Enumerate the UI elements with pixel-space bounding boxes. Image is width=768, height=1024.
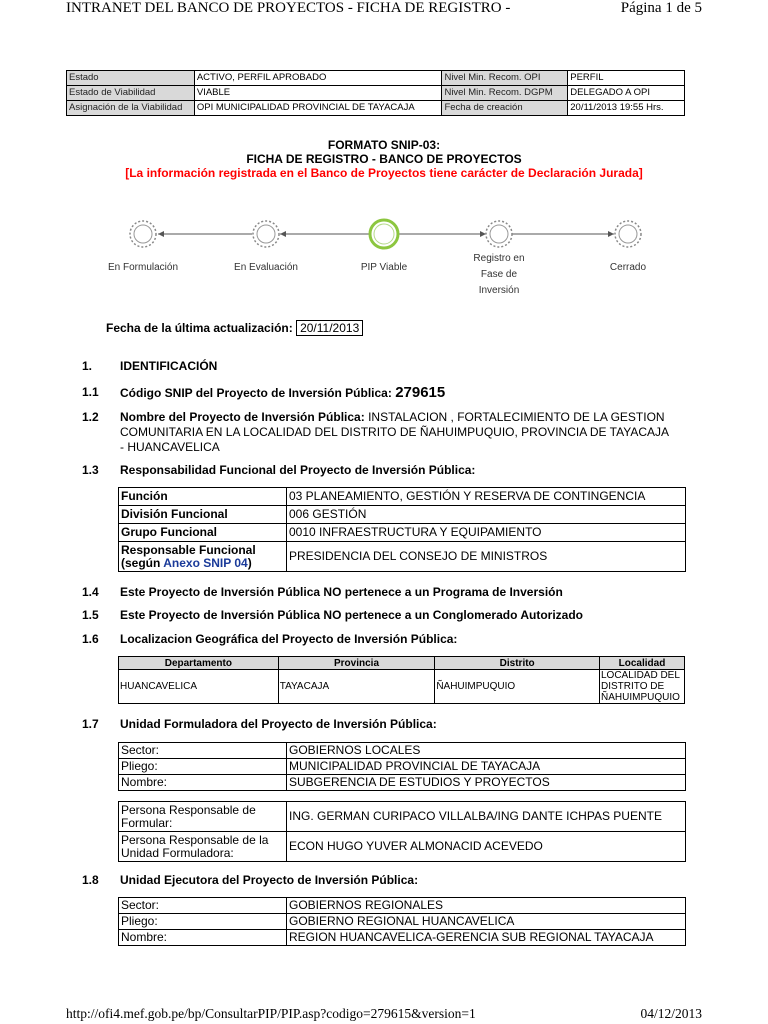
responsable-label: Responsable Funcional: [121, 542, 256, 557]
person-label-line: Unidad Formuladora:: [121, 845, 234, 860]
row-label: Sector:: [119, 898, 287, 914]
item-number: 1.8: [82, 873, 99, 887]
item-number: 1.2: [82, 410, 99, 424]
row-label: División Funcional: [119, 506, 287, 524]
table-row: [119, 775, 686, 791]
column-header: Departamento: [119, 657, 279, 670]
status-label: Asignación de la Viabilidad: [67, 101, 195, 116]
row-value: 03 PLANEAMIENTO, GESTIÓN Y RESERVA DE CONTINGENCIA: [287, 488, 686, 506]
person-label-line: Persona Responsable de: [121, 802, 256, 817]
flow-arrowhead: [158, 231, 164, 237]
person-label-line: Formular:: [121, 815, 173, 830]
stage-circle: [130, 221, 156, 247]
status-table: [66, 70, 685, 116]
stage-circle: [615, 221, 641, 247]
row-label: Nombre:: [119, 930, 287, 946]
row-label: Grupo Funcional: [119, 524, 287, 542]
person-label-line: Persona Responsable de la: [121, 832, 269, 847]
table-row: [119, 914, 686, 930]
row-value: GOBIERNOS REGIONALES: [287, 898, 686, 914]
table-row: [119, 542, 686, 572]
row-value: 006 GESTIÓN: [287, 506, 686, 524]
localidad-line: LOCALIDAD DEL: [601, 670, 680, 681]
functional-table: [118, 487, 686, 572]
table-row: [119, 802, 686, 832]
row-value: SUBGERENCIA DE ESTUDIOS Y PROYECTOS: [287, 775, 686, 791]
localidad-cell: [600, 670, 685, 704]
localidad-line: ÑAHUIMPUQUIO: [601, 692, 680, 703]
status-value: OPI MUNICIPALIDAD PROVINCIAL DE TAYACAJA: [194, 101, 442, 116]
flow-arrowhead: [280, 231, 286, 237]
stage-label: PIP Viable: [360, 262, 408, 273]
last-update-date: 20/11/2013: [296, 320, 363, 336]
row-value: REGION HUANCAVELICA-GERENCIA SUB REGIONAL TAYACAJA: [287, 930, 686, 946]
item-title: Unidad Formuladora del Proyecto de Inversión Pública:: [120, 717, 437, 731]
table-row: [119, 743, 686, 759]
status-label: Estado: [67, 71, 195, 86]
table-row: [119, 930, 686, 946]
responsable-label-open: (según: [121, 555, 164, 570]
project-name-label: Nombre del Proyecto de Inversión Pública:: [120, 410, 365, 424]
location-table: [118, 656, 685, 704]
stage-circle: [486, 221, 512, 247]
project-name-line: COMUNITARIA EN LA LOCALIDAD DEL DISTRITO DE ÑAHUIMPUQUIO, PROVINCIA DE TAYACAJA: [120, 425, 669, 439]
table-row: [119, 670, 685, 704]
row-label: [119, 802, 287, 832]
table-row: [67, 101, 685, 116]
table-row: [119, 898, 686, 914]
status-value: DELEGADO A OPI: [568, 86, 685, 101]
localidad-line: DISTRITO DE: [601, 681, 665, 692]
row-label: Pliego:: [119, 759, 287, 775]
last-update: [106, 320, 363, 336]
item-title: Responsabilidad Funcional del Proyecto de Inversión Pública:: [120, 463, 476, 477]
row-label: Función: [119, 488, 287, 506]
row-label: [119, 542, 287, 572]
format-title: FORMATO SNIP-03:: [327, 138, 441, 152]
stage-circle-active: [370, 220, 398, 248]
status-value: ACTIVO, PERFIL APROBADO: [194, 71, 442, 86]
item-title: Localizacion Geográfica del Proyecto de Inversión Pública:: [120, 632, 458, 646]
flow-arrowhead: [480, 231, 486, 237]
stage-label: En Evaluación: [234, 262, 298, 273]
distrito-cell: ÑAHUIMPUQUIO: [435, 670, 600, 704]
executing-unit-table: [118, 897, 686, 946]
item-number: 1.4: [82, 585, 99, 599]
item-number: 1.6: [82, 632, 99, 646]
status-label: Nivel Min. Recom. DGPM: [442, 86, 568, 101]
row-label: Nombre:: [119, 775, 287, 791]
row-value: ECON HUGO YUVER ALMONACID ACEVEDO: [287, 832, 686, 862]
table-row: [119, 832, 686, 862]
program-note: Este Proyecto de Inversión Pública NO pertenece a un Programa de Inversión: [120, 585, 563, 599]
page-header-title: INTRANET DEL BANCO DE PROYECTOS - FICHA DE REGISTRO -: [66, 0, 511, 16]
page-number: Página 1 de 5: [620, 0, 702, 16]
stage-label: Cerrado: [609, 262, 647, 273]
formulating-unit-table: [118, 742, 686, 791]
item-number: 1.7: [82, 717, 99, 731]
row-label: [119, 832, 287, 862]
section-number: 1.: [82, 359, 93, 373]
responsable-label-close: ): [247, 555, 252, 570]
table-row: [67, 86, 685, 101]
row-value: 0010 INFRAESTRUCTURA Y EQUIPAMIENTO: [287, 524, 686, 542]
provincia-cell: TAYACAJA: [278, 670, 435, 704]
anexo-snip-link[interactable]: Anexo SNIP 04: [163, 555, 248, 570]
row-value: GOBIERNO REGIONAL HUANCAVELICA: [287, 914, 686, 930]
row-value: PRESIDENCIA DEL CONSEJO DE MINISTROS: [287, 542, 686, 572]
table-row: [67, 71, 685, 86]
status-value: VIABLE: [194, 86, 442, 101]
table-row: [119, 506, 686, 524]
status-label: Nivel Min. Recom. OPI: [442, 71, 568, 86]
format-subtitle: FICHA DE REGISTRO - BANCO DE PROYECTOS: [246, 152, 522, 166]
project-stage-flow: [0, 212, 768, 296]
item-number: 1.1: [82, 385, 99, 399]
column-header: Localidad: [600, 657, 685, 670]
column-header: Distrito: [435, 657, 600, 670]
item-number: 1.5: [82, 608, 99, 622]
column-header: Provincia: [278, 657, 435, 670]
print-date: 04/12/2013: [640, 1006, 702, 1021]
project-name-line: INSTALACION , FORTALECIMIENTO DE LA GESTION: [368, 410, 665, 424]
stage-label: Registro en Fase de Inversión: [473, 253, 525, 296]
declaration-notice: [La información registrada en el Banco de Proyectos tiene carácter de Declaración Jurada]: [125, 166, 643, 180]
row-label: Pliego:: [119, 914, 287, 930]
table-row: [119, 524, 686, 542]
status-label: Fecha de creación: [442, 101, 568, 116]
table-row: [119, 759, 686, 775]
flow-arrowhead: [608, 231, 614, 237]
item-number: 1.3: [82, 463, 99, 477]
row-label: Sector:: [119, 743, 287, 759]
snip-code-value: 279615: [395, 384, 446, 401]
table-row: [119, 488, 686, 506]
stage-label: En Formulación: [107, 262, 179, 273]
item-title: Unidad Ejecutora del Proyecto de Inversión Pública:: [120, 873, 419, 887]
responsible-persons-table: [118, 801, 686, 862]
conglomerate-note: Este Proyecto de Inversión Pública NO pertenece a un Conglomerado Autorizado: [120, 608, 583, 622]
row-value: ING. GERMAN CURIPACO VILLALBA/ING DANTE ICHPAS PUENTE: [287, 802, 686, 832]
departamento-cell: HUANCAVELICA: [119, 670, 279, 704]
status-label: Estado de Viabilidad: [67, 86, 195, 101]
status-value: 20/11/2013 19:55 Hrs.: [568, 101, 685, 116]
project-name: [120, 410, 710, 455]
stage-circle: [253, 221, 279, 247]
snip-code-label: Código SNIP del Proyecto de Inversión Pública:: [120, 386, 392, 400]
row-value: GOBIERNOS LOCALES: [287, 743, 686, 759]
last-update-label: Fecha de la última actualización:: [106, 321, 293, 335]
project-name-line: - HUANCAVELICA: [120, 440, 220, 454]
snip-code: [120, 384, 445, 401]
row-value: MUNICIPALIDAD PROVINCIAL DE TAYACAJA: [287, 759, 686, 775]
status-value: PERFIL: [568, 71, 685, 86]
table-header-row: [119, 657, 685, 670]
page-url[interactable]: http://ofi4.mef.gob.pe/bp/ConsultarPIP/PIP.asp?codigo=279615&version=1: [66, 1006, 476, 1021]
stage-flow-graphic: [0, 212, 768, 292]
section-title: IDENTIFICACIÓN: [120, 359, 218, 373]
